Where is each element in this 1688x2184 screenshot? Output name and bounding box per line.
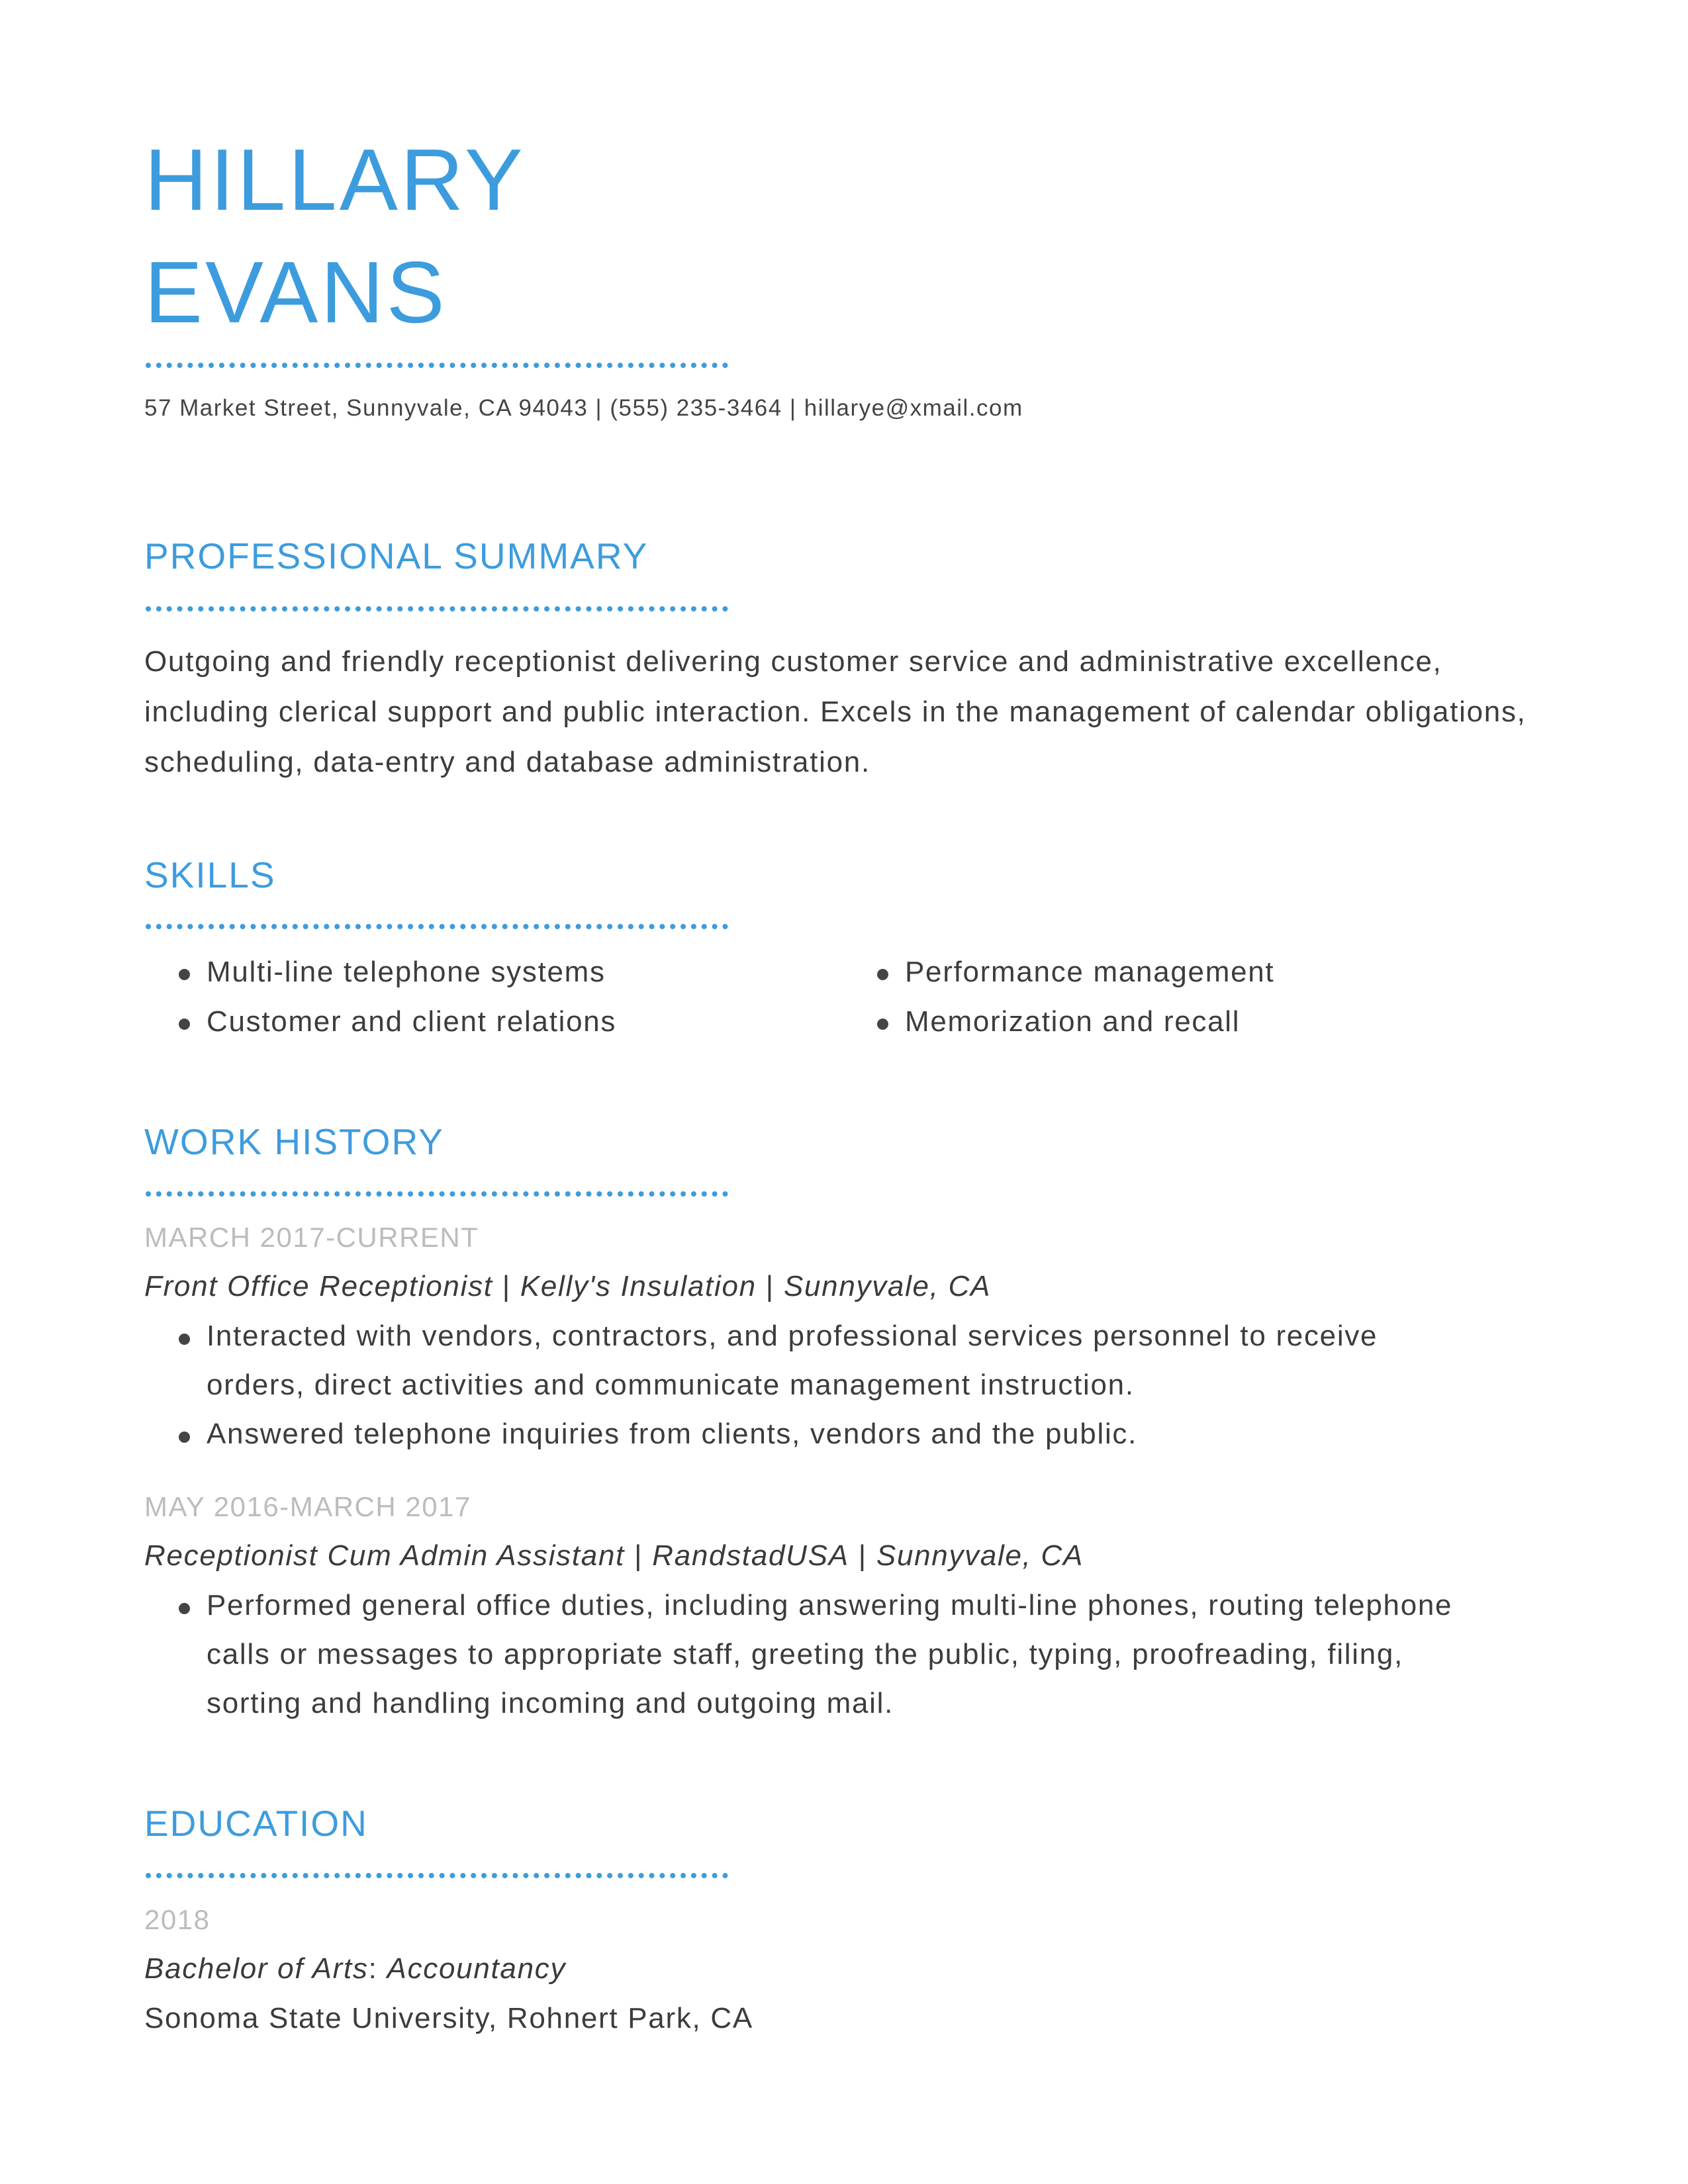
contact-info: 57 Market Street, Sunnyvale, CA 94043 | (555) 235-3464 | hillarye@xmail.com bbox=[144, 395, 1023, 421]
summary-text: Outgoing and friendly receptionist delivering customer service and administrative excellence, including clerical support and public interaction. Excels in the management of calendar obligations, scheduling, data-entry and database administration. bbox=[144, 645, 1526, 778]
skills-divider bbox=[146, 924, 728, 929]
job-dates: MAY 2016-MARCH 2017 bbox=[144, 1491, 471, 1522]
job-title: Receptionist Cum Admin Assistant bbox=[144, 1539, 626, 1572]
separator: : bbox=[368, 1952, 378, 1985]
bullet-icon bbox=[179, 1019, 190, 1030]
job-dates: MARCH 2017-CURRENT bbox=[144, 1222, 479, 1253]
separator: | bbox=[502, 1270, 511, 1302]
bullet-icon bbox=[179, 969, 190, 980]
work-heading: WORK HISTORY bbox=[144, 1121, 444, 1162]
job-bullet-line: Answered telephone inquiries from clients, vendors and the public. bbox=[207, 1418, 1138, 1450]
job-title: Front Office Receptionist bbox=[144, 1270, 493, 1302]
education-field: Accountancy bbox=[387, 1952, 567, 1985]
work-divider bbox=[146, 1191, 728, 1197]
education-degree: Bachelor of Arts bbox=[144, 1952, 369, 1985]
education-degree-line bbox=[144, 1952, 566, 1985]
bullet-icon bbox=[877, 1019, 888, 1030]
education-school: Sonoma State University, Rohnert Park, CA bbox=[144, 2002, 753, 2034]
skills-heading: SKILLS bbox=[144, 854, 276, 895]
job-location: Sunnyvale, CA bbox=[876, 1539, 1084, 1572]
skill-item: Memorization and recall bbox=[905, 1005, 1241, 1038]
job-location: Sunnyvale, CA bbox=[783, 1270, 992, 1302]
bullet-icon bbox=[877, 969, 888, 980]
separator: | bbox=[634, 1539, 643, 1572]
bullet-icon bbox=[179, 1603, 190, 1614]
skill-item: Multi-line telephone systems bbox=[207, 956, 606, 988]
separator: | bbox=[858, 1539, 867, 1572]
job-bullet-line: Performed general office duties, including answering multi-line phones, routing telephone bbox=[207, 1589, 1453, 1621]
job-bullet-line: sorting and handling incoming and outgoing mail. bbox=[207, 1687, 894, 1719]
job-bullet-line: calls or messages to appropriate staff, greeting the public, typing, proofreading, filing, bbox=[207, 1638, 1404, 1670]
job-header bbox=[144, 1539, 1084, 1572]
job-company: Kelly's Insulation bbox=[520, 1270, 757, 1302]
separator: | bbox=[765, 1270, 774, 1302]
header-divider bbox=[146, 363, 728, 368]
education-divider bbox=[146, 1873, 728, 1878]
bullet-icon bbox=[179, 1334, 190, 1345]
skill-item: Performance management bbox=[905, 956, 1275, 988]
last-name: EVANS bbox=[144, 244, 447, 341]
summary-heading: PROFESSIONAL SUMMARY bbox=[144, 535, 649, 576]
job-company: RandstadUSA bbox=[652, 1539, 849, 1572]
job-header bbox=[144, 1270, 991, 1303]
first-name: HILLARY bbox=[144, 131, 526, 228]
education-heading: EDUCATION bbox=[144, 1803, 368, 1844]
skill-item: Customer and client relations bbox=[207, 1005, 617, 1038]
bullet-icon bbox=[179, 1432, 190, 1443]
job-bullet-line: orders, direct activities and communicate management instruction. bbox=[207, 1369, 1135, 1401]
job-bullet-line: Interacted with vendors, contractors, and professional services personnel to receive bbox=[207, 1320, 1378, 1352]
summary-divider bbox=[146, 606, 728, 612]
education-year: 2018 bbox=[144, 1904, 211, 1935]
